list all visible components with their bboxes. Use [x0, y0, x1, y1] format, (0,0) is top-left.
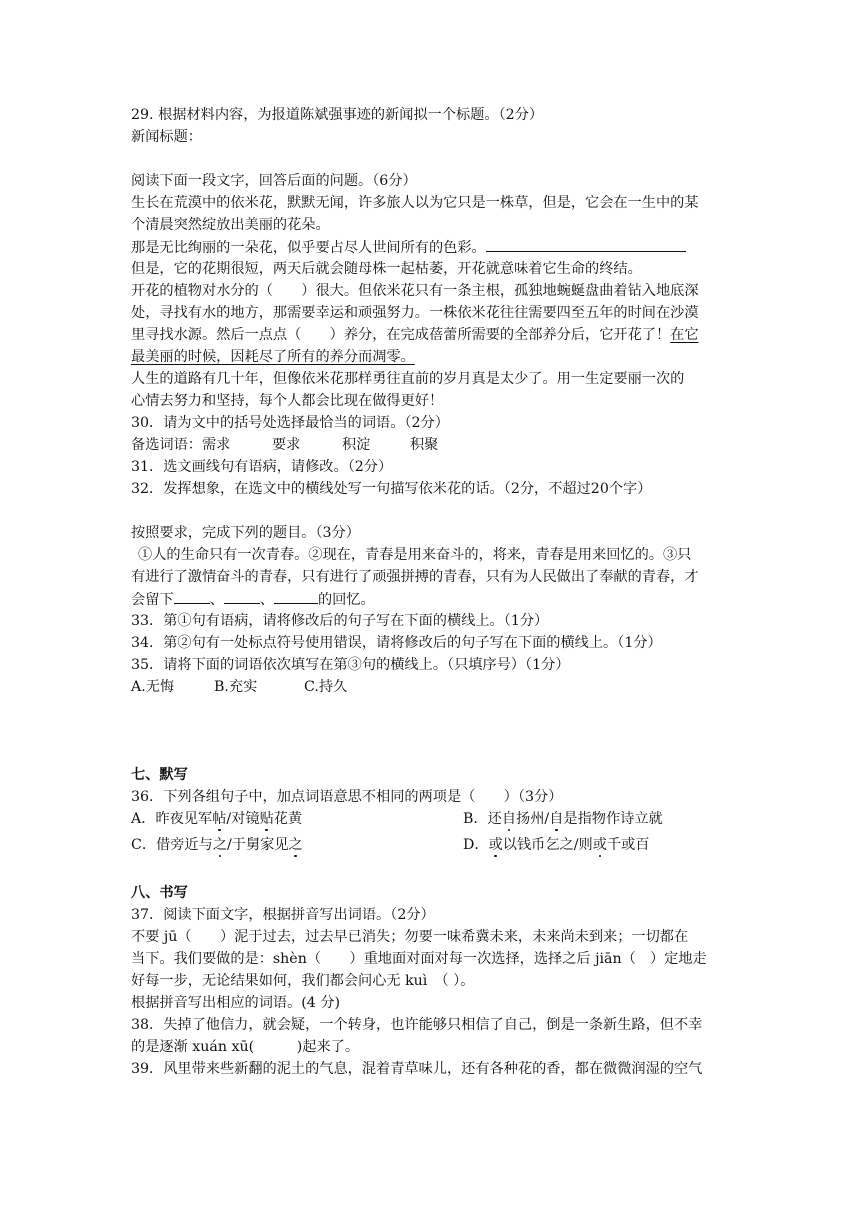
passage-text: 那是无比绚丽的一朵花，似乎要占尽人世间所有的色彩。	[131, 240, 486, 256]
q29-headline-label: 新闻标题：	[131, 129, 202, 145]
section3-intro: 按照要求，完成下列的题目。（3分）	[131, 525, 360, 541]
q39-line: 39．风里带来些新翻的泥土的气息，混着青草味儿，还有各种花的香，都在微微润湿的空气	[131, 1061, 703, 1077]
exam-page	[131, 104, 736, 1080]
q38-line: 38．失掉了他信力，就会疑，一个转身，也许能够只相信了自己，倒是一条新生路，但不幸	[131, 1017, 703, 1033]
option-text: 以钱币乞之/则	[502, 837, 593, 853]
q37-text-line: 好每一步，无论结果如何，我们都会问心无 kuì （ ）。	[131, 973, 475, 989]
passage-line: 但是，它的花期很短，两天后就会随母株一起枯萎，开花就意味着它生命的终结。	[131, 261, 642, 277]
choice-option: C.持久	[304, 679, 348, 695]
separator: 、	[259, 592, 274, 608]
option-label: C．	[131, 837, 157, 853]
sentence-line: 有进行了激情奋斗的青春，只有进行了顽强拼搏的青春，只有为人民做出了奉献的青春，才	[131, 569, 699, 585]
answer-blank[interactable]	[174, 588, 210, 604]
dotted-char: 贴	[259, 811, 274, 827]
option-text: 是指物作诗立就	[563, 811, 663, 827]
passage-line	[131, 324, 736, 346]
passage-line: 开花的植物对水分的（ ）很大。但依米花只有一条主根，孤独地蜿蜒盘曲着钻入地底深	[131, 283, 699, 299]
q37-text-line: 当下。我们要做的是：shèn（ ）重地面对面对每一次选择，选择之后 jiān（ ）定地走	[131, 951, 707, 967]
answer-blank[interactable]	[224, 588, 260, 604]
q36-prompt: 36．下列各组句子中，加点词语意思不相同的两项是（ ）（3分）	[131, 789, 563, 805]
section8-heading: 八、书写	[131, 885, 188, 901]
q32-prompt: 32．发挥想象，在选文中的横线处写一句描写依米花的话。（2分，不超过20个字）	[131, 481, 652, 497]
dotted-char: 帖	[212, 811, 227, 827]
dotted-char: 之	[212, 837, 228, 853]
pinyin-intro: 根据拼音写出相应的词语。(4 分)	[131, 995, 341, 1011]
option-c	[131, 834, 463, 856]
option-text: 花黄	[273, 811, 303, 827]
option-text: 千或百	[606, 837, 650, 853]
passage-line: 心情去努力和坚持，每个人都会比现在做得更好！	[131, 393, 444, 409]
option-b	[463, 808, 663, 830]
dotted-char: 或	[488, 837, 503, 853]
passage-line	[131, 346, 736, 368]
passage-line: 人生的道路有几十年，但像依米花那样勇往直前的岁月真是太少了。用一生定要丽一次的	[131, 371, 685, 387]
q38-line: 的是逐渐 xuán xū( )起来了。	[131, 1039, 360, 1055]
q29-prompt: 29. 根据材料内容，为报道陈斌强事迹的新闻拟一个标题。（2分）	[131, 107, 544, 123]
sentence-line	[131, 588, 736, 610]
option-text: /对镜	[226, 811, 260, 827]
sentence-line: ①人的生命只有一次青春。②现在，青春是用来奋斗的，将来，青春是用来回忆的。③只	[138, 547, 692, 563]
q35-options	[131, 676, 736, 698]
passage-text: 里寻找水源。然后一点点（ ）养分，在完成蓓蕾所需要的全部养分后，它开花了！	[131, 327, 671, 343]
choice-option: A.无悔	[131, 679, 175, 695]
q33-prompt: 33．第①句有语病，请将修改后的句子写在下面的横线上。（1分）	[131, 613, 549, 629]
option-text: 还	[487, 811, 502, 827]
sentence-text: 的回忆。	[317, 592, 375, 608]
option-label: A．	[131, 811, 156, 827]
option-text: /于舅家见	[227, 837, 289, 853]
underlined-sentence: 最美丽的时候，因耗尽了所有的养分而凋零。	[131, 349, 415, 365]
dotted-char: 或	[592, 837, 607, 853]
separator: 、	[209, 592, 224, 608]
word-option: 积聚	[409, 437, 439, 453]
option-text: 扬州/	[516, 811, 550, 827]
answer-blank-q32[interactable]	[486, 236, 686, 252]
section7-heading: 七、默写	[131, 767, 188, 783]
option-label: D．	[463, 837, 489, 853]
answer-blank[interactable]	[274, 588, 318, 604]
passage-line	[131, 236, 736, 258]
q36-options-row	[131, 808, 736, 830]
option-label: B．	[463, 811, 488, 827]
options-label: 备选词语：	[131, 437, 202, 453]
choice-option: B.充实	[214, 679, 258, 695]
underlined-sentence: 在它	[670, 327, 699, 343]
passage-line: 个清晨突然绽放出美丽的花朵。	[131, 217, 330, 233]
q30-options	[131, 434, 736, 456]
q37-prompt: 37．阅读下面文字，根据拼音写出词语。（2分）	[131, 907, 435, 923]
passage-line: 生长在荒漠中的依米花，默默无闻，许多旅人以为它只是一株草，但是，它会在一生中的某	[131, 195, 699, 211]
passage-intro: 阅读下面一段文字，回答后面的问题。（6分）	[131, 173, 417, 189]
option-text: 昨夜见军	[155, 811, 213, 827]
word-option: 积淀	[341, 437, 371, 453]
q35-prompt: 35．请将下面的词语依次填写在第③句的横线上。（只填序号）（1分）	[131, 657, 570, 673]
dotted-char: 自	[501, 811, 517, 827]
dotted-char: 之	[288, 837, 303, 853]
option-text: 借旁近与	[156, 837, 213, 853]
q36-options-row	[131, 834, 736, 856]
q31-prompt: 31．选文画线句有语病，请修改。（2分）	[131, 459, 393, 475]
option-d	[463, 834, 649, 856]
option-a	[131, 808, 463, 830]
q34-prompt: 34．第②句有一处标点符号使用错误，请将修改后的句子写在下面的横线上。（1分）	[131, 635, 662, 651]
passage-line: 处，寻找有水的地方，那需要幸运和顽强努力。一株依米花往往需要四至五年的时间在沙漠	[131, 305, 699, 321]
word-option: 需求	[201, 437, 231, 453]
dotted-char: 自	[549, 811, 564, 827]
q37-text-line: 不要 jū（ ）泥于过去，过去早已消失；勿要一味希冀未来，未来尚未到来；一切都在	[131, 929, 689, 945]
sentence-text: 会留下	[131, 592, 174, 608]
word-option: 要求	[271, 437, 301, 453]
q30-prompt: 30．请为文中的括号处选择最恰当的词语。（2分）	[131, 415, 449, 431]
